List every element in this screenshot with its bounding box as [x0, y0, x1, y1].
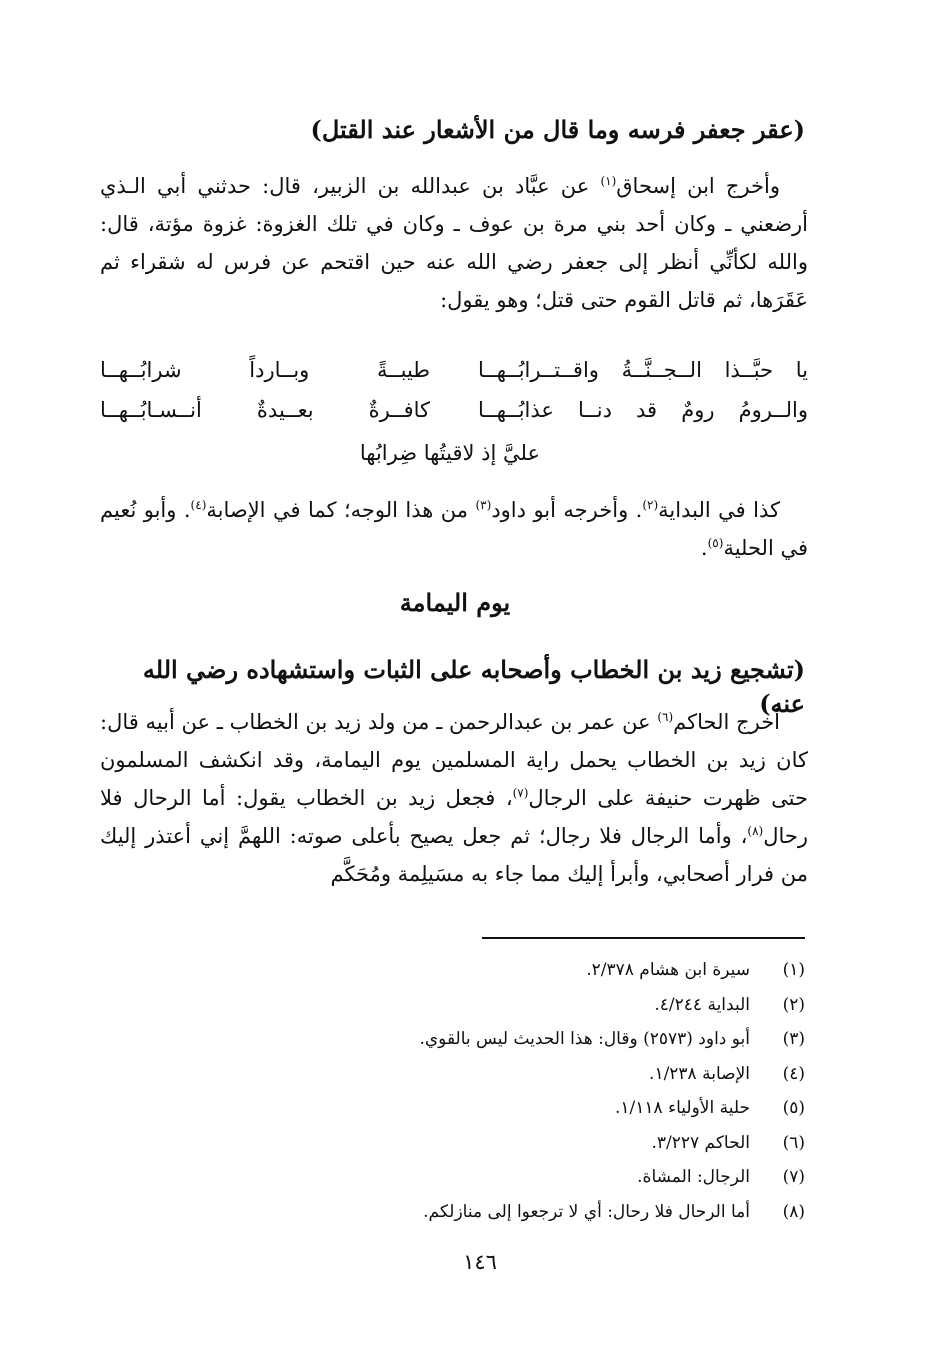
- paragraph-text: كذا في البداية: [658, 498, 781, 522]
- footnote-number: (٤): [782, 1063, 805, 1084]
- footnote-number: (٨): [782, 1201, 805, 1222]
- footnote-ref-1[interactable]: (١): [600, 174, 617, 188]
- footnote-item: [200, 1057, 805, 1092]
- verse-hemistich-second: طيبــةً وبــارداً شرابُــهــا: [100, 358, 430, 382]
- verse-hemistich-first: يا حبَّــذا الــجــنَّــةُ واقــتــرابُــهــا: [478, 358, 808, 382]
- footnote-text: حلية الأولياء ١/١١٨.: [615, 1098, 750, 1118]
- paragraph-hakim: [100, 703, 808, 913]
- footnote-ref-5[interactable]: (٥): [707, 536, 724, 550]
- footnote-text: الإصابة ١/٢٣٨.: [649, 1063, 750, 1084]
- section-heading-zaid: (تشجيع زيد بن الخطاب وأصحابه على الثبات واستشهاده رضي الله عنه): [142, 655, 805, 718]
- footnote-separator: [482, 937, 805, 939]
- footnote-text: الرجال: المشاة.: [637, 1167, 750, 1187]
- footnote-text: البداية ٤/٢٤٤.: [654, 994, 750, 1015]
- footnote-ref-2[interactable]: (٢): [642, 498, 659, 512]
- footnote-ref-4[interactable]: (٤): [190, 498, 207, 512]
- footnote-number: (٥): [782, 1098, 805, 1118]
- page-number: ١٤٦: [463, 1250, 497, 1274]
- section-heading-jafar: (عقر جعفر فرسه وما قال من الأشعار عند القتل): [310, 115, 805, 144]
- footnote-text: أبو داود (٢٥٧٣) وقال: هذا الحديث ليس بالقوي.: [419, 1029, 750, 1049]
- paragraph-sources: [100, 491, 808, 571]
- footnote-number: (٧): [782, 1167, 805, 1187]
- footnote-item: [200, 1126, 805, 1161]
- footnote-item: [200, 953, 805, 988]
- footnote-item: [200, 1160, 805, 1195]
- footnote-text: الحاكم ٣/٢٢٧.: [651, 1132, 750, 1153]
- section-title-yamama: يوم اليمامة: [399, 588, 511, 617]
- footnote-number: (٦): [782, 1132, 805, 1153]
- footnote-number: (١): [782, 960, 805, 980]
- paragraph-ibn-ishaq: [100, 167, 808, 357]
- paragraph-text: ، وأما الرجال فلا رجال؛ ثم جعل يصيح بأعلى صوته: اللهمَّ إني أعتذر إليك من فرار أصحابي، وأبرأ إليك مما جاء به مسَيلِمة ومُحَكَّم: [100, 824, 808, 886]
- footnote-number: (٢): [782, 994, 805, 1015]
- paragraph-text: عن عبَّاد بن عبدالله بن الزبير، قال: حدثني أبي الـذي أرضعني ـ وكان أحد بني مرة بن عوف ـ وكان في تلك الغزوة: غزوة مؤتة، قال: والله لكأنِّي أنظر إلى جعفر رضي الله عنه حين اقتحم عن فرس له شقراء ثم عَقَرَها، ثم قاتل القوم حتى قتل؛ وهو يقول:: [100, 174, 808, 312]
- paragraph-text: عن عمر بن عبدالرحمن ـ من ولد زيد بن الخطاب ـ عن أبيه قال: كان زيد بن الخطاب يحمل راية المسلمين يوم اليمامة، وقد انكشف المسلمون حتى ظهرت حنيفة على الرجال: [100, 710, 808, 810]
- footnote-ref-6[interactable]: (٦): [657, 710, 674, 724]
- poem-verse-3: عليَّ إذ لاقيتُها ضِرابُها: [359, 441, 540, 465]
- paragraph-text: وأخرج ابن إسحاق: [616, 174, 780, 198]
- paragraph-text: من هذا الوجه؛ كما في الإصابة: [206, 498, 476, 522]
- verse-hemistich-second: كافــرةٌ بعــيدةٌ أنــسـابُــهــا: [100, 398, 430, 422]
- paragraph-text: ، فجعل زيد بن الخطاب يقول: أما الرحال فلا رحال: [100, 786, 808, 848]
- paragraph-text: أخرج الحاكم: [673, 710, 781, 734]
- footnote-item: [200, 988, 805, 1023]
- paragraph-text: .: [700, 536, 708, 560]
- footnote-number: (٣): [782, 1029, 805, 1049]
- paragraph-text: . وأخرجه أبو داود: [491, 498, 643, 522]
- poem-verse-1: [100, 351, 808, 389]
- footnote-ref-8[interactable]: (٨): [747, 824, 764, 838]
- footnote-text: سيرة ابن هشام ٢/٣٧٨.: [586, 960, 750, 980]
- footnotes-list: [200, 953, 805, 1229]
- footnote-text: أما الرحال فلا رحال: أي لا ترجعوا إلى منازلكم.: [423, 1201, 750, 1222]
- footnote-item: [200, 1195, 805, 1230]
- verse-hemistich-first: والــرومُ رومٌ قد دنــا عذابُــهــا: [478, 398, 808, 422]
- footnote-item: [200, 1091, 805, 1126]
- footnote-ref-7[interactable]: (٧): [512, 786, 529, 800]
- paragraph-text: . وأبو نُعيم في الحلية: [100, 498, 808, 560]
- poem-verse-2: [100, 391, 808, 429]
- footnote-item: [200, 1022, 805, 1057]
- footnote-ref-3[interactable]: (٣): [475, 498, 492, 512]
